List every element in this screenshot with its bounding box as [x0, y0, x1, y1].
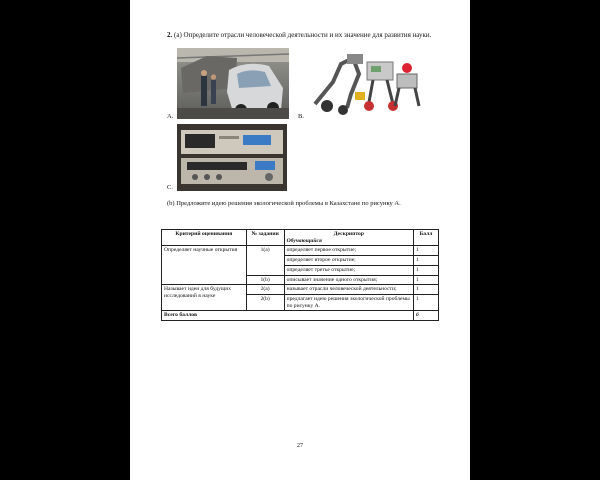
- question-number: 2.: [167, 31, 173, 39]
- total-label: Всего баллов: [162, 311, 414, 321]
- points-cell: 1: [414, 246, 439, 256]
- question-2a-text: (a) Определите отрасли человеческой деятельности и их значение для развития науки.: [174, 31, 432, 39]
- criterion-cell: Определяет научные открытия: [162, 246, 247, 285]
- document-page: [130, 0, 470, 480]
- learner-label: Обучающийся: [286, 237, 322, 244]
- criterion-cell: Называет идеи для будущих исследований в науке: [162, 285, 247, 311]
- header-descriptor-label: Дескриптор: [333, 231, 364, 237]
- question-2b: (b) Предложите идею решения экологической проблемы в Казахстане по рисунку А.: [167, 200, 401, 207]
- descriptor-cell: определяет второе открытие;: [284, 256, 413, 266]
- total-value: 6: [414, 311, 439, 321]
- table-row: [162, 246, 439, 256]
- task-cell: 1(b): [246, 275, 284, 285]
- points-cell: 1: [414, 275, 439, 285]
- points-cell: 1: [414, 256, 439, 266]
- image-b-label: B.: [298, 113, 304, 120]
- task-cell: 2(a): [246, 285, 284, 295]
- descriptor-cell: описывает значение одного открытия;: [284, 275, 413, 285]
- image-a-label: A.: [167, 113, 174, 120]
- robot-kit-photo: [307, 44, 427, 119]
- audio-amplifier-photo: [177, 124, 287, 191]
- points-cell: 1: [414, 294, 439, 310]
- car-assembly-photo: [177, 48, 289, 119]
- table-total-row: [162, 311, 439, 321]
- header-criterion: Критерий оценивания: [162, 230, 247, 246]
- table-header-row: [162, 230, 439, 246]
- header-task-number: № задании: [246, 230, 284, 246]
- image-c-label: C.: [167, 184, 173, 191]
- question-2a: [167, 31, 431, 39]
- descriptor-cell: называет отрасли человеческой деятельности;: [284, 285, 413, 295]
- header-descriptor: [284, 230, 413, 246]
- page-number: 27: [297, 443, 303, 449]
- descriptor-cell: определяет третье открытие;: [284, 265, 413, 275]
- header-points: Балл: [414, 230, 439, 246]
- descriptor-cell: предлагает идею решения экологической проблемы по рисунку А.: [284, 294, 413, 310]
- descriptor-cell: определяет первое открытие;: [284, 246, 413, 256]
- assessment-rubric-table: [161, 229, 439, 321]
- points-cell: 1: [414, 265, 439, 275]
- task-cell: 1(a): [246, 246, 284, 275]
- points-cell: 1: [414, 285, 439, 295]
- table-row: [162, 285, 439, 295]
- task-cell: 2(b): [246, 294, 284, 310]
